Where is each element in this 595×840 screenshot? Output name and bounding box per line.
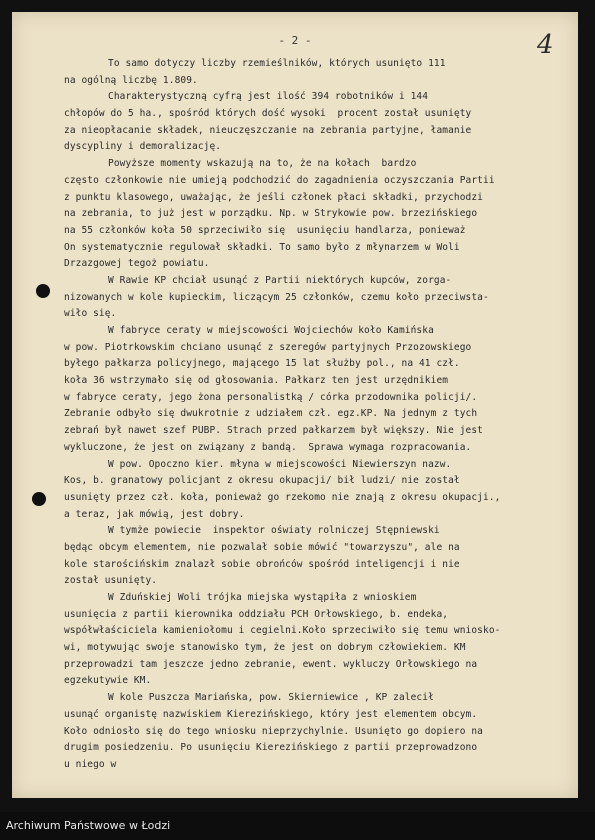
text-line: W Rawie KP chciał usunąć z Partii niektórych kupców, zorga- [108, 274, 452, 286]
text-line: W kole Puszcza Mariańska, pow. Skierniewice , KP zalecił [108, 692, 434, 704]
text-line: nizowanych w kole kupieckim, liczącym 25 członków, czemu koło przeciwsta- [64, 291, 489, 303]
text-line: a teraz, jak mówią, jest dobry. [64, 508, 245, 520]
text-line: usunięty przez czł. koła, ponieważ go rzekomo nie znają z okresu okupacji., [64, 491, 501, 503]
text-line: Zebranie odbyło się dwukrotnie z udziałem czł. egz.KP. Na jednym z tych [64, 408, 478, 420]
archive-footer [0, 812, 595, 840]
text-line: współwłaściciela kamieniołomu i cegielni.Koło sprzeciwiło się temu wniosko- [64, 625, 501, 637]
text-line: w fabryce ceraty, jego żona personalistką / córka przodownika policji/. [64, 391, 478, 403]
text-line: To samo dotyczy liczby rzemieślników, których usunięto 111 [108, 58, 446, 69]
binder-hole-top [36, 284, 50, 298]
typed-text-body [64, 56, 569, 774]
text-line: z punktu klasowego, uważając, że jeśli członek płaci składki, przychodzi [64, 191, 484, 203]
text-line: został usunięty. [64, 575, 158, 587]
text-line: W pow. Opoczno kier. młyna w miejscowości Niewierszyn nazw. [108, 458, 452, 470]
text-line: drugim posiedzeniu. Po usunięciu Kierezińskiego z partii przeprowadzono [64, 742, 478, 754]
text-line: chłopów do 5 ha., spośród których dość wysoki procent został usunięty [64, 108, 472, 120]
text-line: byłego pałkarza policyjnego, mającego 15 lat służby pol., na 41 czł. [64, 358, 460, 370]
text-line: na ogólną liczbę 1.809. [64, 74, 198, 86]
text-line: wi, motywując swoje stanowisko tym, że jest on dobrym człowiekiem. KM [64, 642, 466, 654]
page-number: - 2 - [278, 34, 312, 47]
text-line: Kos, b. granatowy policjant z okresu okupacji/ bił ludzi/ nie został [64, 475, 460, 487]
text-line: Powyższe momenty wskazują na to, że na kołach bardzo [108, 158, 417, 170]
archive-label: Archiwum Państwowe w Łodzi [6, 819, 171, 832]
text-line: Charakterystyczną cyfrą jest ilość 394 robotników i 144 [108, 91, 429, 103]
text-line: W Zduńskiej Woli trójka miejska wystąpiła z wnioskiem [108, 592, 417, 603]
folio-number: 4 [537, 30, 554, 60]
text-line: koła 36 wstrzymało się od głosowania. Pałkarz ten jest urzędnikiem [64, 375, 449, 387]
text-line: u niego w [64, 758, 117, 770]
text-line: zebrań był nawet szef PUBP. Strach przed pałkarzem był większy. Nie jest [64, 425, 484, 437]
text-line: kole starościńskim znalazł sobie obrońców spośród inteligencji i nie [64, 558, 460, 570]
text-line: na 55 członków koła 50 sprzeciwiło się usunięciu handlarza, ponieważ [64, 224, 466, 236]
text-line: często członkowie nie umieją podchodzić do zagadnienia oczyszczania Partii [64, 174, 495, 186]
binder-hole-bottom [32, 492, 46, 506]
text-line: W fabryce ceraty w miejscowości Wojciechów koło Kamińska [108, 325, 434, 336]
text-line: On systematycznie regulował składki. To samo było z młynarzem w Woli [64, 241, 460, 253]
text-line: przeprowadzi tam jeszcze jedno zebranie, ewent. wykluczy Orłowskiego na [64, 658, 478, 670]
text-line: egzekutywie KM. [64, 675, 152, 687]
text-line: usunięcia z partii kierownika oddziału PCH Orłowskiego, b. endeka, [64, 608, 449, 620]
text-line: Drzazgowej tegoż powiatu. [64, 258, 210, 270]
text-line: wykluczone, że jest on związany z bandą. Sprawa wymaga rozpracowania. [64, 441, 472, 453]
text-line: za nieopłacanie składek, nieuczęszczanie na zebrania partyjne, łamanie [64, 124, 472, 136]
text-line: na zebrania, to już jest w porządku. Np. w Strykowie pow. brzezińskiego [64, 208, 478, 220]
text-line: dyscypliny i demoralizację. [64, 141, 222, 153]
text-line: w pow. Piotrkowskim chciano usunąć z szeregów partyjnych Przozowskiego [64, 341, 472, 353]
text-line: Koło odniosło się do tego wniosku nieprzychylnie. Usunięto go dopiero na [64, 725, 484, 737]
document-page [12, 12, 578, 798]
text-line: wiło się. [64, 308, 117, 320]
text-line: usunąć organistę nazwiskiem Kierezińskiego, który jest elementem obcym. [64, 708, 478, 720]
text-line: W tymże powiecie inspektor oświaty rolniczej Stępniewski [108, 525, 440, 537]
text-line: będąc obcym elementem, nie pozwalał sobie mówić "towarzyszu", ale na [64, 541, 460, 553]
